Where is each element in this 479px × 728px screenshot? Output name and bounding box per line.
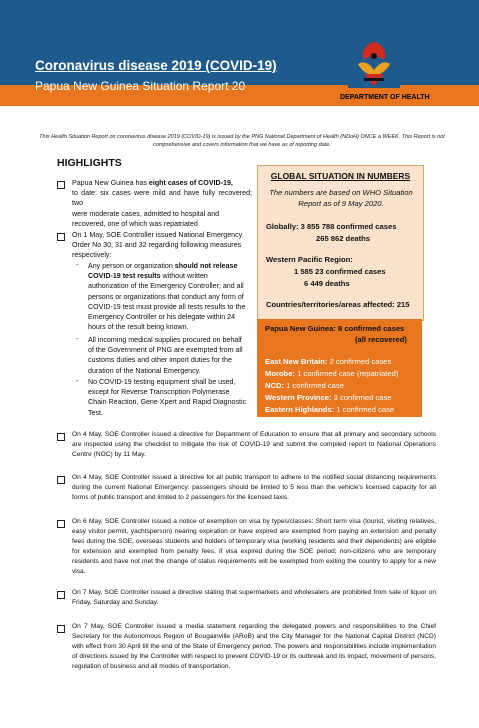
- sub3-line: No COVID-19 testing equipment shall be used,: [88, 378, 236, 386]
- checkbox-bullet-icon: [57, 591, 65, 599]
- global-box-title: GLOBAL SITUATION IN NUMBERS: [270, 171, 411, 181]
- sub2-line: All incoming medical supplies procured on behalf: [88, 336, 242, 344]
- row-value: 3 confirmed case: [331, 393, 392, 402]
- row-value: 1 confirmed case (repatriated): [294, 369, 399, 378]
- countries-affected: Countries/territories/areas affected: 215: [266, 300, 410, 309]
- globally-cases: Globally: 3 855 788 confirmed cases: [266, 222, 397, 231]
- row-label: Morobe:: [265, 369, 295, 378]
- row-value: 2 confirmed cases: [327, 357, 392, 366]
- row-value: 1 confirmed case: [283, 381, 344, 390]
- png-box-title: Papua New Guinea: 8 confirmed cases: [265, 324, 405, 333]
- checkbox-bullet-icon: [57, 476, 65, 484]
- dash-bullet: -: [76, 335, 79, 343]
- row-label: Eastern Highlands:: [265, 405, 335, 414]
- checkbox-bullet-icon: [57, 625, 65, 633]
- globally-deaths: 265 862 deaths: [316, 234, 371, 243]
- png-row-morobe: [265, 369, 398, 378]
- sub1-line: Emergency Controller or his delegate within 24: [88, 313, 236, 322]
- highlight-2-line-2: Order No 30, 31 and 32 regarding following measures: [72, 241, 242, 250]
- highlight-1-line-3: were moderate cases, admitted to hospital and: [72, 209, 220, 218]
- highlight-1-line-4: recovered, one of which was repatriated: [72, 219, 198, 228]
- sub2-line: duration of the National Emergency.: [88, 366, 201, 375]
- paragraph-public-transport: On 4 May, SOE Controller issued a directive for all public transport to adhere to the notified social distancing requirements during the current National Emergency: passengers should be limited to 5 less than the vehicle's licensed capacity for all forms of public transport and limited to 2 passengers for the licensed taxis.: [72, 474, 436, 501]
- sub1-line: authorization of the Emergency Controller; and all: [88, 282, 244, 291]
- png-row-eastern-highlands: [265, 405, 394, 414]
- dash-bullet: -: [76, 261, 79, 269]
- checkbox-bullet-icon: [57, 520, 65, 528]
- checkbox-bullet-icon: [57, 433, 65, 441]
- department-label: DEPARTMENT OF HEALTH: [340, 94, 430, 101]
- wp-label: Western Pacific Region:: [266, 255, 353, 264]
- order-31-item: [88, 335, 252, 376]
- sub3-line: except for Reverse Transcription Polymerase: [88, 388, 230, 397]
- row-value: 1 confirmed case: [334, 405, 395, 414]
- wp-deaths: 6 449 deaths: [304, 279, 350, 288]
- checkbox-bullet-icon: [57, 181, 65, 189]
- png-emblem-logo: [338, 34, 418, 94]
- order-30-item: [88, 261, 252, 332]
- highlights-heading: HIGHLIGHTS: [57, 157, 122, 169]
- paragraph-visa-exemption: On 6 May, SOE Controller issued a notice of exemption on visa by types/classes: Short term visa (tourist, visiting relatives, easy visitor permit, yachtsperson) nearing expiration or have expired are exempted from paying an extension and penalty fees during the SOE; overseas students and holders of temporary visa (working residents and their dependents) are eligible for extension and exempted from penalty fees, if visa expired during the SOE period; non-citizens who are temporary residents and have not met the change of status requirements will be exempted from exiting the country to apply for a new visa.: [72, 518, 436, 575]
- png-row-ncd: [265, 381, 344, 390]
- report-subtitle: Papua New Guinea Situation Report 20: [35, 79, 246, 93]
- global-box-note: The numbers are based on WHO Situation Report as of 9 May 2020.: [269, 188, 413, 208]
- paragraph-liquor: On 7 May, SOE Controller issued a directive stating that supermarkets and wholesalers are prohibited from sale of liquor on Friday, Saturday and Sunday.: [72, 589, 436, 606]
- highlight-1-line-1: Papua New Guinea has eight cases of COVID-19,: [72, 179, 233, 187]
- order-32-item: [88, 377, 252, 418]
- row-label: NCD:: [265, 381, 284, 390]
- highlight-1-line-2: to date: six cases were mild and have fully recovered; two: [72, 189, 252, 208]
- report-date: 10 May 2020: [35, 112, 94, 123]
- sub1-line: persons or organizations that conduct any form of: [88, 292, 244, 301]
- png-cases-box: [257, 319, 422, 417]
- row-label: Western Province:: [265, 393, 332, 402]
- highlight-item-1: [72, 178, 252, 229]
- sub1-line: COVID-19 test must provide all tests results to the: [88, 302, 246, 311]
- sub2-line: of the Government of PNG are exempted from all: [88, 346, 243, 355]
- highlight-2-line-3: respectively:: [72, 251, 112, 260]
- row-label: East New Britain:: [265, 357, 328, 366]
- dash-bullet: -: [76, 377, 79, 385]
- sub1-line: hours of the result being known.: [88, 323, 189, 332]
- sub1-line: COVID-19 test results without written: [88, 272, 208, 281]
- sub3-line: Test.: [88, 408, 103, 417]
- highlight-item-2: [72, 230, 252, 261]
- checkbox-bullet-icon: [57, 233, 65, 241]
- sub1-line: Any person or organization should not release: [88, 262, 238, 270]
- report-title: Coronavirus disease 2019 (COVID-19): [35, 58, 277, 73]
- png-box-subtitle: (all recovered): [355, 335, 407, 344]
- png-row-western-province: [265, 393, 391, 402]
- wp-cases: 1 585 23 confirmed cases: [294, 267, 386, 276]
- bird-of-paradise-icon: [346, 34, 402, 92]
- png-row-east-new-britain: [265, 357, 391, 366]
- paragraph-delegated-powers: On 7 May, SOE Controller issued a media statement regarding the delegated powers and responsibilities to the Chief Secretary for the Autonomous Region of Bougainville (ARoB) and the City Manager for the National Capital District (NCD) with effect from 30 April till the end of the State of Emergency period. The powers and responsibilities include implementation of directions issued by the Controller with respect to prevent COVID-19 or its outbreak and its impact, movement of persons, regulation of business and all modes of transportation.: [72, 623, 436, 670]
- highlight-2-line-1: On 1 May, SOE Controller issued National Emergency: [72, 231, 243, 239]
- sub2-line: customs duties and other import duties for the: [88, 356, 232, 365]
- intro-note: This Health Situation Report on coronavirus disease 2019 (COVID-19) is issued by the PNG National Department of Health (NDoH) ONCE a WEEK. This Report is not comprehensive and covers information that we have as of reporting date.: [39, 134, 445, 148]
- sub3-line: Chain Reaction, Gene Xpert and Rapid Diagnostic: [88, 398, 247, 407]
- global-situation-box: [257, 165, 424, 321]
- paragraph-schools: On 4 May, SOE Controller issued a directive for Department of Education to ensure that all primary and secondary schools are inspected using the checklist to mitigate the risk of COVID-19 and submit the compiled report to National Operations Centre (NOC) by 11 May.: [72, 431, 436, 458]
